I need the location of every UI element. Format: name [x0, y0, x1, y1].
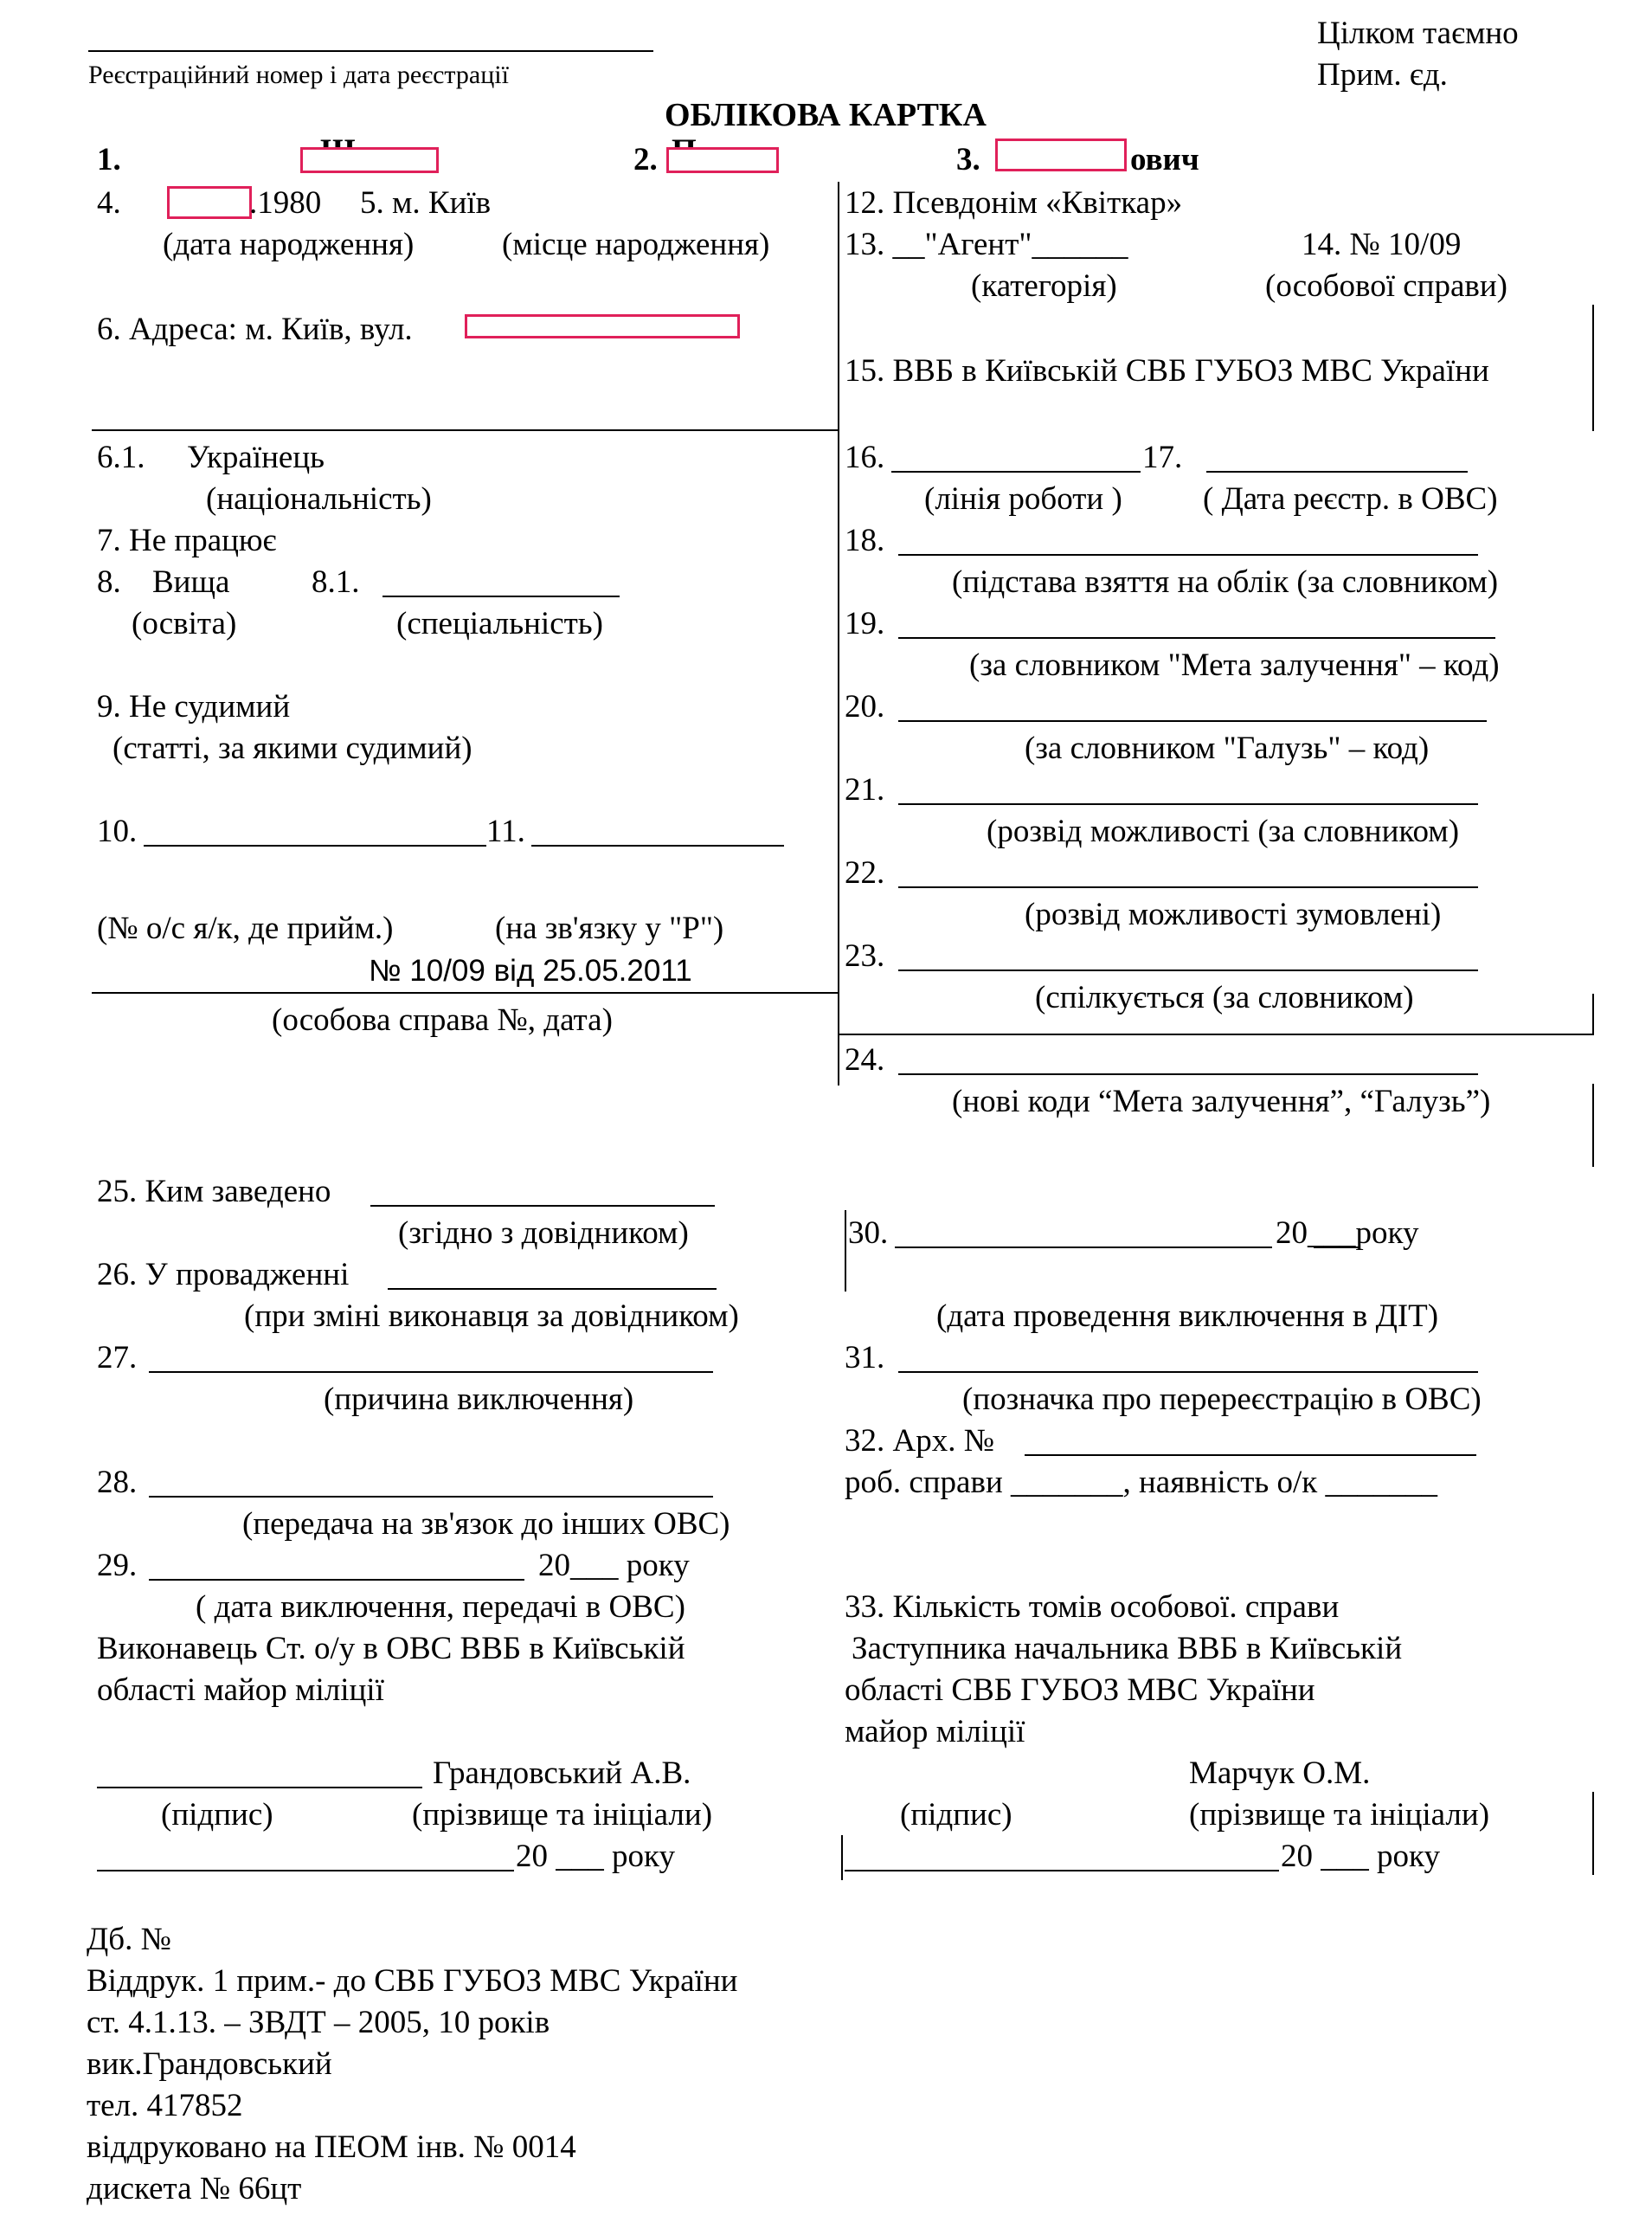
- field-28-line: [149, 1496, 713, 1498]
- executor-date-line: [97, 1870, 514, 1871]
- deputy-title-line3: майор міліції: [845, 1714, 1025, 1749]
- deputy-date-year: 20 ___ року: [1281, 1839, 1440, 1874]
- field-30-line: [895, 1246, 1272, 1248]
- field-25-created-by: 25. Ким заведено: [97, 1174, 331, 1209]
- field-17-number: 17.: [1142, 440, 1183, 475]
- field-15-unit: 15. ВВБ в Київській СВБ ГУБОЗ МВС України: [845, 353, 1489, 389]
- field-23-caption: (спілкується (за словником): [1035, 980, 1414, 1015]
- field-32-work-case: роб. справи _______, наявність о/к _______: [845, 1465, 1438, 1500]
- executor-date-year: 20 ___ року: [516, 1839, 675, 1874]
- deputy-date-line: [845, 1870, 1279, 1871]
- field-24-caption: (нові коди “Мета залучення”, “Галузь”): [952, 1084, 1491, 1119]
- center-vertical-rule-bottom-1: [845, 1210, 846, 1292]
- field-29-caption: ( дата виключення, передачі в ОВС): [196, 1589, 685, 1625]
- field-17-line: [1206, 471, 1468, 473]
- personal-case-number: № 10/09 від 25.05.2011: [369, 954, 692, 988]
- field-19-number: 19.: [845, 606, 885, 641]
- field-19-line: [898, 637, 1495, 639]
- executor-title-line1: Виконавець Ст. о/у в ОВС ВВБ в Київській: [97, 1631, 685, 1666]
- executor-name-caption: (прізвище та ініціали): [412, 1797, 713, 1833]
- redaction-box-given-name: [666, 147, 779, 173]
- executor-title-line2: області майор міліції: [97, 1672, 384, 1708]
- birth-place: 5. м. Київ: [360, 185, 492, 221]
- birth-date-caption: (дата народження): [163, 227, 415, 262]
- deputy-title-line1: Заступника начальника ВВБ в Київській: [852, 1631, 1403, 1666]
- field-11-number: 11.: [486, 814, 525, 849]
- right-edge-rule-2: [1592, 994, 1594, 1035]
- field-22-line: [898, 886, 1478, 888]
- field-13-caption: (категорія): [971, 268, 1117, 304]
- footer-line: вик.Грандовський: [87, 2046, 332, 2082]
- right-section-divider-1: [838, 1034, 1594, 1035]
- field-11-caption: (на зв'язку у "Р"): [495, 911, 724, 946]
- field-32-line: [1025, 1454, 1476, 1456]
- footer-line: Віддрук. 1 прим.- до СВБ ГУБОЗ МВС України: [87, 1963, 738, 1999]
- field-28-number: 28.: [97, 1465, 138, 1500]
- field-29-year: 20___ року: [538, 1548, 690, 1583]
- field-19-caption: (за словником "Мета залучення" – код): [969, 647, 1500, 683]
- field-27-line: [149, 1371, 713, 1373]
- field-6-1-number: 6.1.: [97, 440, 145, 475]
- field-8-1-number: 8.1.: [312, 564, 360, 600]
- field-16-number: 16.: [845, 440, 885, 475]
- field-22-caption: (розвід можливості зумовлені): [1025, 897, 1442, 932]
- secrecy-label: Цілком таємно: [1317, 16, 1519, 51]
- field-23-line: [898, 970, 1478, 971]
- field-20-caption: (за словником "Галузь" – код): [1025, 731, 1430, 766]
- deputy-title-line2: області СВБ ГУБОЗ МВС України: [845, 1672, 1315, 1708]
- field-31-line: [898, 1371, 1478, 1373]
- redaction-box-surname: [300, 147, 439, 173]
- right-edge-rule-4: [1592, 1792, 1594, 1875]
- field-11-line: [531, 845, 784, 847]
- field-13-category: 13. __"Агент"______: [845, 227, 1128, 262]
- field-21-number: 21.: [845, 772, 885, 808]
- left-section-divider-2: [92, 992, 839, 994]
- conviction-caption: (статті, за якими судимий): [112, 731, 472, 766]
- deputy-name-caption: (прізвище та ініціали): [1189, 1797, 1490, 1833]
- center-vertical-rule-bottom-2: [841, 1835, 843, 1880]
- field-24-number: 24.: [845, 1042, 885, 1078]
- field-14-case-number: 14. № 10/09: [1302, 227, 1462, 262]
- birth-place-caption: (місце народження): [502, 227, 770, 262]
- center-vertical-rule-top: [838, 182, 839, 1085]
- field-10-line: [144, 845, 486, 847]
- footer-line: тел. 417852: [87, 2088, 243, 2123]
- field-33-volumes: 33. Кількість томів особової. справи: [845, 1589, 1340, 1625]
- field-8-number: 8.: [97, 564, 121, 600]
- field-21-line: [898, 803, 1478, 805]
- education-caption: (освіта): [132, 606, 237, 641]
- field-3-number: 3.: [956, 142, 980, 177]
- field-17-caption: ( Дата реєстр. в ОВС): [1203, 481, 1498, 517]
- document-title: ОБЛІКОВА КАРТКА: [665, 97, 987, 133]
- field-29-line: [149, 1579, 524, 1581]
- field-27-number: 27.: [97, 1340, 138, 1375]
- executor-signature-line: [97, 1787, 422, 1788]
- field-4-number: 4.: [97, 185, 121, 221]
- executor-signature-caption: (підпис): [161, 1797, 273, 1833]
- field-22-number: 22.: [845, 855, 885, 891]
- conviction-field: 9. Не судимий: [97, 689, 291, 725]
- field-29-number: 29.: [97, 1548, 138, 1583]
- footer-line: Дб. №: [87, 1922, 171, 1957]
- executor-name: Грандовський А.В.: [433, 1755, 691, 1791]
- field-18-number: 18.: [845, 523, 885, 558]
- registration-line: [88, 50, 653, 52]
- footer-line: віддруковано на ПЕОМ інв. № 0014: [87, 2129, 576, 2165]
- right-edge-rule-3: [1592, 1084, 1594, 1167]
- field-31-number: 31.: [845, 1340, 885, 1375]
- copy-label: Прим. єд.: [1317, 57, 1448, 93]
- field-24-line: [898, 1073, 1478, 1075]
- field-21-caption: (розвід можливості (за словником): [987, 814, 1460, 849]
- field-2-number: 2.: [633, 142, 658, 177]
- nationality-value: Українець: [187, 440, 325, 475]
- deputy-name: Марчук О.М.: [1189, 1755, 1371, 1791]
- registration-caption: Реєстраційний номер і дата реєстрації: [88, 61, 509, 89]
- field-20-line: [898, 720, 1487, 722]
- field-12-pseudonym: 12. Псевдонім «Квіткар»: [845, 185, 1183, 221]
- field-30-year: 20___року: [1276, 1215, 1419, 1251]
- field-18-caption: (підстава взяття на облік (за словником): [952, 564, 1499, 600]
- personal-case-caption: (особова справа №, дата): [272, 1002, 613, 1038]
- field-14-caption: (особової справи): [1265, 268, 1507, 304]
- footer-line: ст. 4.1.13. – ЗВДТ – 2005, 10 років: [87, 2005, 550, 2040]
- nationality-caption: (національність): [206, 481, 432, 517]
- field-31-caption: (позначка про перереєстрацію в ОВС): [962, 1382, 1482, 1417]
- redaction-box-patronymic: [995, 138, 1127, 171]
- left-section-divider-1: [92, 429, 839, 431]
- patronymic-suffix: ович: [1130, 142, 1199, 177]
- field-10-number: 10.: [97, 814, 138, 849]
- field-25-line: [370, 1205, 715, 1207]
- birth-year: .1980: [249, 185, 322, 221]
- redaction-box-address: [465, 314, 740, 338]
- field-10-caption: (№ о/с я/к, де прийм.): [97, 911, 394, 946]
- field-30-number: 30.: [848, 1215, 889, 1251]
- field-18-line: [898, 554, 1478, 556]
- field-27-caption: (причина виключення): [324, 1382, 634, 1417]
- redaction-box-birth-date: [167, 186, 252, 219]
- footer-line: дискета № 66цт: [87, 2171, 302, 2206]
- address-field: 6. Адреса: м. Київ, вул.: [97, 312, 413, 347]
- field-28-caption: (передача на зв'язок до інших ОВС): [242, 1506, 730, 1542]
- field-16-caption: (лінія роботи ): [924, 481, 1122, 517]
- field-26-in-charge: 26. У провадженні: [97, 1257, 350, 1292]
- field-25-caption: (згідно з довідником): [398, 1215, 689, 1251]
- field-26-line: [388, 1288, 717, 1290]
- field-20-number: 20.: [845, 689, 885, 725]
- field-26-caption: (при зміні виконавця за довідником): [244, 1298, 739, 1334]
- specialty-caption: (спеціальність): [396, 606, 604, 641]
- field-1-number: 1.: [97, 142, 121, 177]
- specialty-line: [382, 596, 620, 597]
- right-edge-rule-1: [1592, 305, 1594, 431]
- field-16-line: [891, 471, 1141, 473]
- field-30-caption: (дата проведення виключення в ДІТ): [936, 1298, 1439, 1334]
- field-32-archive-number: 32. Арх. №: [845, 1423, 995, 1459]
- field-30-year-blank: [1314, 1246, 1359, 1248]
- deputy-signature-caption: (підпис): [900, 1797, 1012, 1833]
- education-value: Вища: [152, 564, 230, 600]
- employment-field: 7. Не працює: [97, 523, 277, 558]
- field-23-number: 23.: [845, 938, 885, 974]
